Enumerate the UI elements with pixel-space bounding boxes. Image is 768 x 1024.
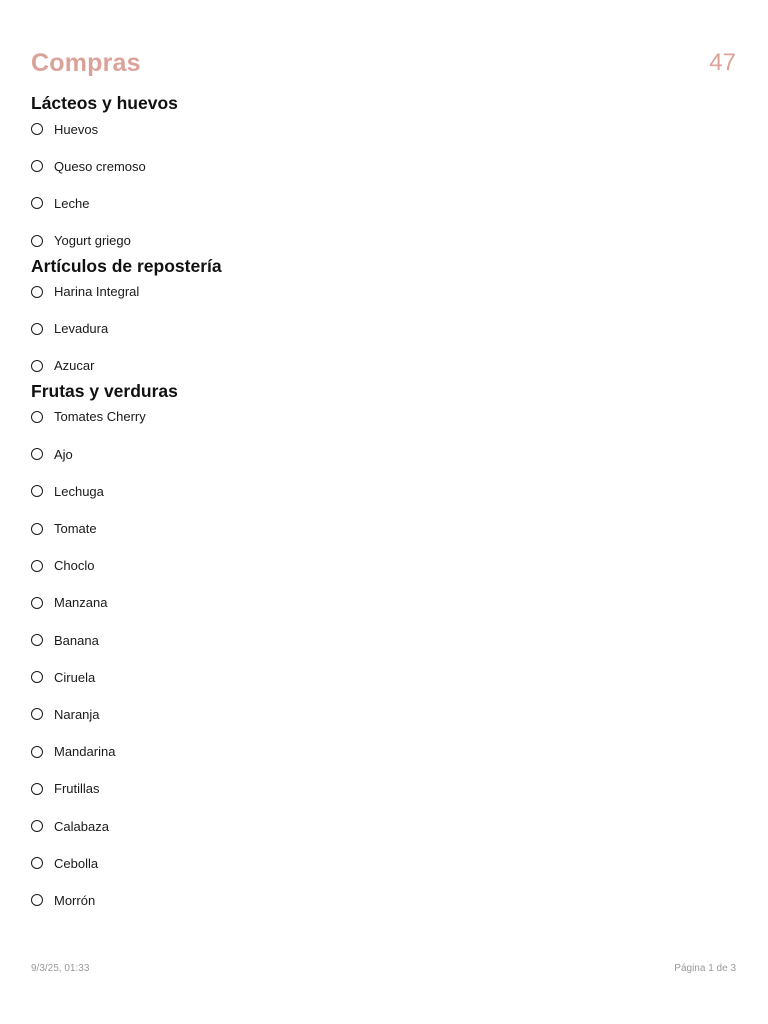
- list-item[interactable]: [31, 739, 731, 776]
- item-label: Choclo: [54, 558, 95, 574]
- item-label: Leche: [54, 195, 90, 211]
- circle-checkbox-icon[interactable]: [31, 360, 43, 372]
- circle-checkbox-icon[interactable]: [31, 783, 43, 795]
- item-list: [31, 279, 731, 378]
- list-item[interactable]: [31, 441, 731, 478]
- circle-checkbox-icon[interactable]: [31, 634, 43, 646]
- circle-checkbox-icon[interactable]: [31, 857, 43, 869]
- list-item[interactable]: [31, 590, 731, 627]
- section-title: Frutas y verduras: [31, 380, 178, 401]
- item-label: Queso cremoso: [54, 158, 146, 174]
- list-item[interactable]: [31, 887, 731, 913]
- timestamp: 9/3/25, 01:33: [31, 962, 90, 974]
- circle-checkbox-icon[interactable]: [31, 235, 43, 247]
- item-label: Azucar: [54, 358, 95, 374]
- circle-checkbox-icon[interactable]: [31, 160, 43, 172]
- section-title: Lácteos y huevos: [31, 93, 178, 113]
- item-label: Mandarina: [54, 744, 116, 760]
- list-item[interactable]: [31, 190, 731, 227]
- item-label: Morrón: [54, 892, 96, 908]
- list-item[interactable]: [31, 353, 731, 378]
- item-label: Lechuga: [54, 483, 104, 499]
- item-label: Ajo: [54, 446, 73, 462]
- page-title: Compras: [31, 48, 141, 77]
- circle-checkbox-icon[interactable]: [31, 448, 43, 460]
- item-label: Naranja: [54, 706, 100, 722]
- item-label: Ciruela: [54, 669, 96, 685]
- list-item[interactable]: [31, 553, 731, 590]
- circle-checkbox-icon[interactable]: [31, 523, 43, 535]
- item-label: Huevos: [54, 121, 99, 137]
- list-item[interactable]: [31, 664, 731, 701]
- item-list: [31, 116, 731, 253]
- list-item[interactable]: [31, 776, 731, 813]
- list-item[interactable]: [31, 316, 731, 353]
- circle-checkbox-icon[interactable]: [31, 708, 43, 720]
- circle-checkbox-icon[interactable]: [31, 286, 43, 298]
- section-frutas: [31, 378, 731, 913]
- section-lacteos: [31, 90, 731, 253]
- circle-checkbox-icon[interactable]: [31, 671, 43, 683]
- circle-checkbox-icon[interactable]: [31, 894, 43, 906]
- circle-checkbox-icon[interactable]: [31, 746, 43, 758]
- circle-checkbox-icon[interactable]: [31, 323, 43, 335]
- list-item[interactable]: [31, 116, 731, 153]
- list-item[interactable]: [31, 813, 731, 850]
- list-item[interactable]: [31, 701, 731, 738]
- list-item[interactable]: [31, 153, 731, 190]
- item-label: Cebolla: [54, 855, 99, 871]
- circle-checkbox-icon[interactable]: [31, 485, 43, 497]
- list-item[interactable]: [31, 404, 731, 441]
- item-list: [31, 404, 731, 913]
- list-item[interactable]: [31, 478, 731, 515]
- list-item[interactable]: [31, 850, 731, 887]
- page-indicator: Página 1 de 3: [674, 962, 736, 974]
- item-label: Harina Integral: [54, 284, 140, 300]
- list-item[interactable]: [31, 627, 731, 664]
- shopping-list: [31, 90, 731, 913]
- item-count: 47: [709, 49, 736, 76]
- item-label: Tomate: [54, 521, 97, 536]
- section-title: Artículos de repostería: [31, 255, 222, 276]
- section-reposteria: [31, 253, 731, 378]
- circle-checkbox-icon[interactable]: [31, 820, 43, 832]
- circle-checkbox-icon[interactable]: [31, 411, 43, 423]
- list-item[interactable]: [31, 228, 731, 253]
- list-item[interactable]: [31, 516, 731, 553]
- item-label: Frutillas: [54, 781, 100, 797]
- list-item[interactable]: [31, 279, 731, 316]
- circle-checkbox-icon[interactable]: [31, 560, 43, 572]
- item-label: Calabaza: [54, 818, 109, 834]
- item-label: Banana: [54, 632, 99, 648]
- item-label: Tomates Cherry: [54, 409, 146, 425]
- circle-checkbox-icon[interactable]: [31, 123, 43, 135]
- circle-checkbox-icon[interactable]: [31, 597, 43, 609]
- header: [31, 46, 736, 80]
- item-label: Levadura: [54, 321, 109, 337]
- footer: [31, 960, 736, 976]
- circle-checkbox-icon[interactable]: [31, 197, 43, 209]
- item-label: Manzana: [54, 595, 108, 611]
- item-label: Yogurt griego: [54, 233, 131, 249]
